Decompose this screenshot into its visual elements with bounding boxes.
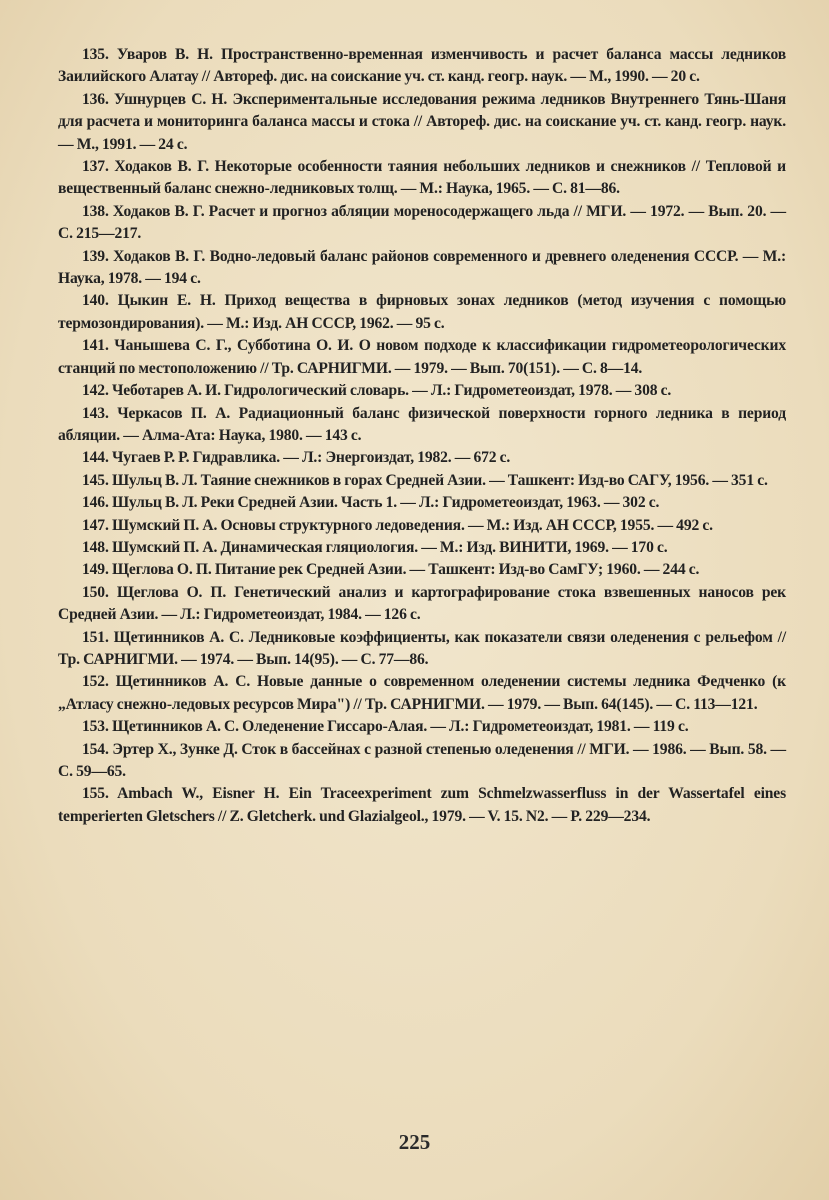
entry-number: 142. (82, 382, 109, 400)
entry-text: Ambach W., Eisner H. Ein Traceexperiment zum Schmelzwasserfluss in der Wassertafel eines temperierten Gletschers // Z. Gletcherk. und Glazialgeol., 1979. — V. 15. N2. — P. 229—234. (58, 785, 786, 825)
bibliography-entry-146 (58, 492, 786, 514)
entry-number: 144. (82, 449, 109, 467)
bibliography-entry-144 (58, 447, 786, 469)
entry-number: 153. (82, 718, 109, 736)
bibliography-entry-152 (58, 671, 786, 716)
bibliography-entry-155 (58, 783, 786, 828)
entry-number: 154. (82, 740, 109, 758)
bibliography-entry-149 (58, 559, 786, 581)
entry-number: 146. (82, 494, 109, 512)
entry-number: 138. (82, 202, 109, 220)
bibliography-list (58, 44, 786, 828)
entry-text: Ушнурцев С. Н. Экспериментальные исследования режима ледников Внутреннего Тянь-Шаня для расчета и мониторинга баланса массы и стока // Автореф. дис. на соискание уч. ст. канд. геогр. наук. — М., 1991. — 24 с. (58, 90, 787, 153)
entry-number: 155. (82, 785, 109, 803)
bibliography-entry-139 (58, 246, 786, 291)
entry-number: 135. (82, 46, 109, 63)
entry-text: Ходаков В. Г. Водно-ледовый баланс районов современного и древнего оледенения СССР. — М.: Наука, 1978. — 194 с. (58, 247, 786, 288)
entry-text: Чугаев Р. Р. Гидравлика. — Л.: Энергоиздат, 1982. — 672 с. (111, 449, 511, 467)
bibliography-entry-147 (58, 515, 786, 537)
entry-text: Уваров В. Н. Пространственно-временная изменчивость и расчет баланса массы ледников Заилийского Алатау // Автореф. дис. на соискание уч. ст. канд. геогр. наук. — М., 1990. — 20 с. (58, 46, 786, 86)
bibliography-entry-137 (58, 156, 786, 201)
entry-number: 148. (82, 538, 109, 556)
entry-text: Эртер Х., Зунке Д. Сток в бассейнах с разной степенью оледенения // МГИ. — 1986. — Вып. 58. — С. 59—65. (58, 740, 786, 780)
bibliography-entry-150 (58, 582, 786, 627)
entry-number: 150. (82, 583, 109, 601)
entry-number: 151. (82, 628, 109, 646)
bibliography-entry-138 (58, 201, 786, 246)
entry-text: Шульц В. Л. Таяние снежников в горах Средней Азии. — Ташкент: Изд-во САГУ, 1956. — 351 с. (111, 471, 768, 489)
entry-text: Черкасов П. А. Радиационный баланс физической поверхности горного ледника в период абляции. — Алма-Ата: Наука, 1980. — 143 с. (58, 404, 786, 444)
entry-text: Щетинников А. С. Ледниковые коэффициенты, как показатели связи оледенения с рельефом // Тр. САРНИГМИ. — 1974. — Вып. 14(95). — С. 77—86. (58, 628, 787, 668)
entry-number: 147. (82, 516, 109, 534)
bibliography-entry-135 (58, 44, 786, 89)
entry-text: Чеботарев А. И. Гидрологический словарь. — Л.: Гидрометеоиздат, 1978. — 308 с. (111, 382, 672, 400)
entry-number: 143. (82, 404, 109, 422)
entry-text: Ходаков В. Г. Некоторые особенности таяния небольших ледников и снежников // Тепловой и вещественный баланс снежно-ледниковых толщ. — М.: Наука, 1965. — С. 81—86. (58, 158, 787, 198)
entry-text: Шумский П. А. Основы структурного ледоведения. — М.: Изд. АН СССР, 1955. — 492 с. (111, 516, 713, 534)
entry-text: Щеглова О. П. Генетический анализ и картографирование стока взвешенных наносов рек Средней Азии. — Л.: Гидрометеоиздат, 1984. — 126 с. (58, 583, 786, 624)
entry-text: Шумский П. А. Динамическая гляциология. — М.: Изд. ВИНИТИ, 1969. — 170 с. (111, 538, 668, 556)
bibliography-entry-151 (58, 627, 786, 672)
bibliography-entry-142 (58, 380, 786, 402)
entry-text: Шульц В. Л. Реки Средней Азии. Часть 1. — Л.: Гидрометеоиздат, 1963. — 302 с. (111, 494, 660, 512)
entry-text: Цыкин Е. Н. Приход вещества в фирновых зонах ледников (метод изучения с помощью термозондирования). — М.: Изд. АН СССР, 1962. — 95 с. (58, 292, 786, 332)
bibliography-entry-141 (58, 335, 786, 380)
entry-number: 136. (82, 90, 109, 108)
entry-number: 141. (82, 337, 109, 355)
entry-number: 139. (82, 247, 109, 265)
bibliography-entry-143 (58, 403, 786, 448)
entry-number: 149. (82, 561, 109, 579)
entry-number: 140. (82, 292, 109, 310)
entry-text: Чанышева С. Г., Субботина О. И. О новом подходе к классификации гидрометеорологических станций по местоположению // Тр. САРНИГМИ. — 1979. — Вып. 70(151). — С. 8—14. (58, 337, 786, 377)
bibliography-entry-148 (58, 537, 786, 559)
entry-number: 152. (82, 673, 109, 691)
bibliography-entry-145 (58, 470, 786, 492)
entry-number: 145. (82, 471, 109, 489)
bibliography-entry-140 (58, 290, 786, 335)
entry-text: Щетинников А. С. Новые данные о современном оледенении системы ледника Федченко (к „Атласу снежно-ледовых ресурсов Мира") // Тр. САРНИГМИ. — 1979. — Вып. 64(145). — С. 113—121. (58, 673, 786, 713)
entry-number: 137. (82, 158, 109, 176)
entry-text: Щетинников А. С. Оледенение Гиссаро-Алая. — Л.: Гидрометеоиздат, 1981. — 119 с. (111, 718, 689, 736)
entry-text: Ходаков В. Г. Расчет и прогноз абляции мореносодержащего льда // МГИ. — 1972. — Вып. 20. — С. 215—217. (58, 202, 786, 243)
bibliography-entry-153 (58, 716, 786, 738)
entry-text: Щеглова О. П. Питание рек Средней Азии. — Ташкент: Изд-во СамГУ; 1960. — 244 с. (111, 561, 700, 579)
bibliography-entry-154 (58, 739, 786, 784)
bibliography-entry-136 (58, 89, 786, 156)
page-number: 225 (398, 1130, 431, 1154)
